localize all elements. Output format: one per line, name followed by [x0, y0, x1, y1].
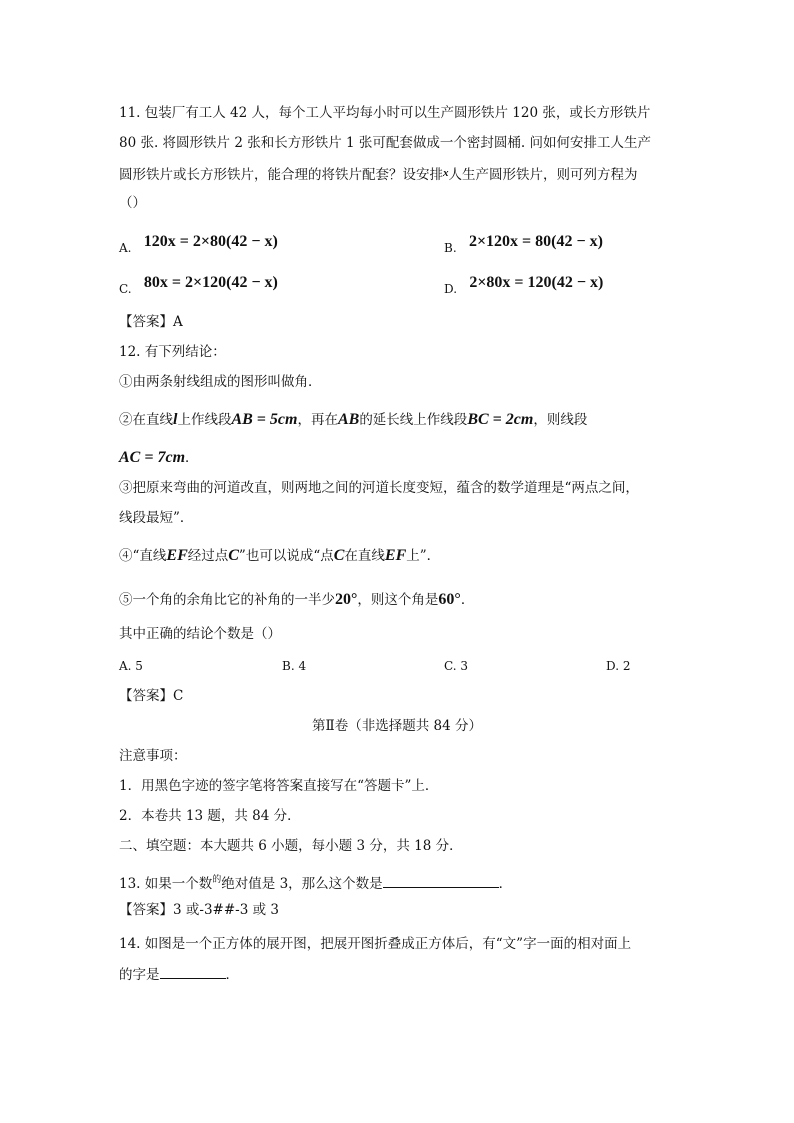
q12-option-c: C. 3: [444, 659, 469, 673]
q12-option-b: B. 4: [282, 659, 307, 673]
q12-statement-2-cont: AC = 7cm．: [119, 449, 199, 466]
q14-line2: 的字是 ．: [119, 964, 239, 985]
q11-option-c: C. 80x = 2×120(42 − x): [119, 274, 278, 296]
q14-answer-blank[interactable]: [160, 964, 226, 979]
q11-line2: 80 张. 将圆形铁片 2 张和长方形铁片 1 张可配套做成一个密封圆桶. 问如何安排工人生产: [119, 135, 651, 151]
q13-answer: 【答案】3 或-3##-3 或 3: [119, 902, 279, 918]
q11-line1: 11. 包装厂有工人 42 人，每个工人平均每小时可以生产圆形铁片 120 张，或长方形铁片: [119, 105, 651, 121]
q11-line4: （）: [119, 195, 146, 211]
q12-statement-3: ③把原来弯曲的河道改直，则两地之间的河道长度变短，蕴含的数学道理是“两点之间，: [119, 480, 639, 496]
part2-heading: 二、填空题：本大题共 6 小题，每小题 3 分，共 18 分．: [119, 838, 463, 854]
q12-statement-2: ②在直线l上作线段AB = 5cm，再在AB的延长线上作线段BC = 2cm，则线段: [119, 411, 588, 428]
note-2: 2．本卷共 13 题，共 84 分．: [119, 808, 301, 824]
q12-question: 其中正确的结论个数是（）: [119, 626, 281, 642]
q11-option-a: A. 120x = 2×80(42 − x): [119, 233, 278, 255]
notes-title: 注意事项：: [119, 748, 187, 764]
q12-stem: 12. 有下列结论：: [119, 344, 226, 360]
q12-statement-3-cont: 线段最短”．: [119, 510, 194, 526]
q11-option-b: B. 2×120x = 80(42 − x): [444, 233, 603, 255]
q13-answer-blank[interactable]: [383, 873, 499, 888]
q12-statement-1: ①由两条射线组成的图形叫做角．: [119, 374, 322, 390]
q11-answer: 【答案】A: [119, 314, 183, 330]
q12-option-d: D. 2: [606, 659, 631, 673]
variable-x: x: [443, 167, 449, 179]
q12-statement-5: ⑤一个角的余角比它的补角的一半少20°，则这个角是60°．: [119, 591, 475, 608]
q13-text: 13. 如果一个数$^的$绝对值是 3，那么这个数是 ．: [119, 875, 513, 892]
q12-option-a: A. 5: [119, 659, 143, 673]
note-1: 1．用黑色字迹的签字笔将答案直接写在“答题卡”上．: [119, 778, 439, 794]
q11-option-d: D. 2×80x = 120(42 − x): [444, 274, 604, 296]
q12-statement-4: ④“直线EF经过点C”也可以说成“点C在直线EF上”．: [119, 547, 441, 564]
q11-line3: 圆形铁片或长方形铁片，能合理的将铁片配套？设安排$^x$人生产圆形铁片，则可列方程为: [119, 167, 638, 183]
section-title: 第Ⅱ卷（非选择题共 84 分）: [312, 718, 482, 734]
q14-line1: 14. 如图是一个正方体的展开图，把展开图折叠成正方体后，有“文”字一面的相对面上: [119, 936, 632, 952]
q12-answer: 【答案】C: [119, 688, 184, 704]
